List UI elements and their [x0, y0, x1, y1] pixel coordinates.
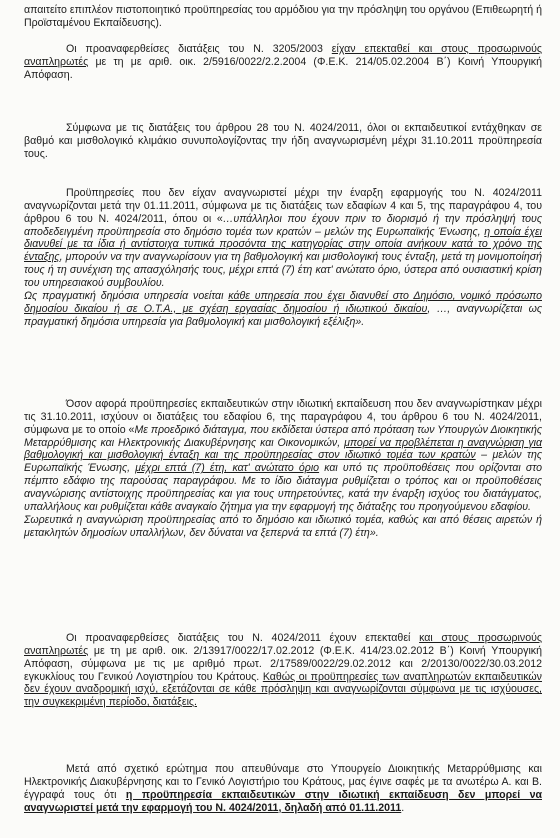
quoted-text: …υπάλληλοι που έχουν πριν το διορισμό ή την πρόσληψή τους αποδεδειγμένη προϋπηρεσία στο δημόσιο τομέα των κρατών – μελών της Ευρωπαϊκής Ένωσης,: [24, 212, 543, 238]
paragraph-law-3205: Οι προαναφερθείσες διατάξεις του Ν. 3205/2003 είχαν επεκταθεί και στους προσωρινούς αναπληρωτές με τη με αριθ. οικ. 2/5916/0022/2.2.2004 (Φ.Ε.Κ. 214/05.02.2004 Β΄) Κοινή Υπουργική Απόφαση.: [24, 43, 542, 81]
quoted-underlined-text: η οποία έχει διανυθεί με τα ίδια ή αντίστοιχα τυπικά προσόντα της κατηγορίας στην οποία ανήκουν κατά το χρόνο της ένταξης: [24, 225, 542, 264]
quoted-underlined-text: μπορεί να προβλέπεται η αναγνώριση για βαθμολογική και μισθολογική ένταξη και της προϋπηρεσίας στον ιδιωτικό τομέα των κρατών: [24, 436, 543, 462]
quoted-underlined-text: μέχρι επτά (7) έτη, κατ' ανώτατο όριο: [135, 462, 320, 475]
paragraph-article-6-public-service: Προϋπηρεσίες που δεν είχαν αναγνωριστεί μέχρι την έναρξη εφαρμογής του Ν. 4024/2011 αναγνωρίζονται μετά την 01.11.2011, σύμφωνα με τις διατάξεις των εδαφίων 4 και 5, της παραγράφου 4, του άρθρου 6 του Ν. 4024/2011, όπου οι «…υπάλληλοι που έχουν πριν το διορισμό ή την πρόσληψή τους αποδεδειγμένη προϋπηρεσία στο δημόσιο τομέα των κρατών – μελών της Ευρωπαϊκής Ένωσης, η οποία έχει διανυθεί με τα ίδια ή αντίστοιχα τυπικά προσόντα της κατηγορίας στην οποία ανήκουν κατά το χρόνο της ένταξης, μπορούν να την αναγνωρίσουν για τη βαθμολογική και μισθολογική τους ένταξη, μετά τη μονιμοποίησή τους ή τη συνέχιση της απασχόλησής τους, μέχρι επτά (7) έτη κατ' ανώτατο όριο, ύστερα από ουσιαστική κρίση του υπηρεσιακού συμβουλίου. Ως πραγματική δημόσια υπηρεσία νοείται κάθε υπηρεσία που έχει διανυθεί στο Δημόσιο, νομικό πρόσωπο δημοσίου δικαίου ή σε Ο.Τ.Α., με σχέση εργασίας δημοσίου ή ιδιωτικού δικαίου, …, αναγνωρίζεται ως πραγματική δημόσια υπηρεσία για βαθμολογική και μισθολογική εξέλιξη».: [24, 187, 543, 328]
bold-underlined-conclusion: η προϋπηρεσία εκπαιδευτικών στην ιδιωτική εκπαίδευση δεν μπορεί να αναγνωριστεί μετά την εφαρμογή του Ν. 4024/2011, δηλαδή από 01.11.2011: [24, 788, 542, 814]
paragraph-temporary-substitutes: Οι προαναφερθείσες διατάξεις του Ν. 4024/2011 έχουν επεκταθεί και στους προσωρινούς αναπληρωτές με τη με αριθ. οικ. 2/13917/0022/17.02.2012 (Φ.Ε.Κ. 414/23.02.2012 Β΄) Κοινή Υπουργική Απόφαση, σύμφωνα με τις με αριθμό πρωτ. 2/17589/0022/29.02.2012 και 2/20130/0022/30.03.2012 εγκυκλίους του Γενικού Λογιστηρίου του Κράτους. Καθώς οι προϋπηρεσίες των αναπληρωτών εκπαιδευτικών δεν έχουν αναδρομική ισχύ, εξετάζονται σε κάθε πρόσληψη και αναγνωρίζονται σύμφωνα με τις ισχύουσες, την συγκεκριμένη περίοδο, διατάξεις.: [24, 632, 542, 709]
paragraph-article-28: Σύμφωνα με τις διατάξεις του άρθρου 28 του Ν. 4024/2011, όλοι οι εκπαιδευτικοί εντάχθηκαν σε βαθμό και μισθολογικό κλιμάκιο συνυπολογίζοντας την ήδη αναγνωρισμένη μέχρι 31.10.2011 προϋπηρεσία τους.: [24, 122, 542, 160]
paragraph-private-education: Όσον αφορά προϋπηρεσίες εκπαιδευτικών στην ιδιωτική εκπαίδευση που δεν αναγνωρίστηκαν μέχρι τις 31.10.2011, ισχύουν οι διατάξεις του εδαφίου 6, της παραγράφου 4, του άρθρου 6 του Ν. 4024/2011, σύμφωνα με το οποίο «Με προεδρικό διάταγμα, που εκδίδεται ύστερα από πρόταση των Υπουργών Διοικητικής Μεταρρύθμισης και Ηλεκτρονικής Διακυβέρνησης και Οικονομικών, μπορεί να προβλέπεται η αναγνώριση για βαθμολογική και μισθολογική ένταξη και της προϋπηρεσίας στον ιδιωτικό τομέα των κρατών – μελών της Ευρωπαϊκής Ένωσης, μέχρι επτά (7) έτη, κατ' ανώτατο όριο και υπό τις προϋποθέσεις που ορίζονται στο πέμπτο εδάφιο της παρούσας παραγράφου. Με το ίδιο διάταγμα ρυθμίζεται ο τρόπος και οι προϋποθέσεις αναγνώρισης αντίστοιχης προϋπηρεσίας και για τους υπηρετούντες, κατά την έναρξη ισχύος του διατάγματος, υπαλλήλους και ρυθμίζεται κάθε αναγκαίο ζήτημα για την εφαρμογή της διάταξης του προηγούμενου εδαφίου. Σωρευτικά η αναγνώριση προϋπηρεσίας από το δημόσιο και ιδιωτικό τομέα, καθώς και από θέσεις αιρετών ή μετακλητών δημοσίων υπαλλήλων, δεν δύναται να ξεπερνά τα επτά (7) έτη».: [24, 398, 543, 539]
quoted-text: Με προεδρικό διάταγμα, που εκδίδεται ύστερα από πρόταση των Υπουργών Διοικητικής Μεταρρύθμισης και Ηλεκτρονικής Διακυβέρνησης και Οικονομικών,: [24, 423, 543, 449]
quoted-underlined-text: κάθε υπηρεσία που έχει διανυθεί στο Δημόσιο, νομικό πρόσωπο δημοσίου δικαίου ή σε Ο.Τ.Α., με σχέση εργασίας δημοσίου ή ιδιωτικού δικαίου: [24, 289, 542, 315]
underlined-phrase: και στους προσωρινούς αναπληρωτές: [24, 632, 542, 657]
quoted-text: Σωρευτικά η αναγνώριση προϋπηρεσίας από το δημόσιο και ιδιωτικό τομέα, καθώς και από θέσεις αιρετών ή μετακλητών δημοσίων υπαλλήλων, δεν δύναται να ξεπερνά τα επτά (7) έτη».: [24, 513, 542, 539]
underlined-phrase: είχαν επεκταθεί και στους προσωρινούς αναπληρωτές: [24, 43, 542, 68]
underlined-phrase: Καθώς οι προϋπηρεσίες των αναπληρωτών εκπαιδευτικών δεν έχουν αναδρομική ισχύ, εξετάζονται σε κάθε πρόσληψη και αναγνωρίζονται σύμφωνα με τις ισχύουσες, την συγκεκριμένη περίοδο, διατάξεις.: [24, 670, 542, 709]
quoted-text: , μπορούν να την αναγνωρίσουν για τη βαθμολογική και μισθολογική τους ένταξη, μετά τη μονιμοποίησή τους ή τη συνέχιση της απασχόλησής τους, μέχρι επτά (7) έτη κατ' ανώτατο όριο, ύστερα από ουσιαστική κρίση του υπηρεσιακού συμβουλίου.: [24, 251, 542, 290]
paragraph-conclusion: Μετά από σχετικό ερώτημα που απευθύναμε στο Υπουργείο Διοικητικής Μεταρρύθμισης και Ηλεκτρονικής Διακυβέρνησης και το Γενικό Λογιστήριο του Κράτους, μας έγινε σαφές με τα ανωτέρω Α. και Β. έγγραφά τους ότι η προϋπηρεσία εκπαιδευτικών στην ιδιωτική εκπαίδευση δεν μπορεί να αναγνωριστεί μετά την εφαρμογή του Ν. 4024/2011, δηλαδή από 01.11.2011.: [24, 763, 542, 814]
paragraph-certificate-requirement: απαιτείτο επιπλέον πιστοποιητικό προϋπηρεσίας του αρμόδιου για την πρόσληψη του οργάνου (Επιθεωρητή ή Προϊσταμένου Εκπαίδευσης).: [24, 4, 542, 29]
